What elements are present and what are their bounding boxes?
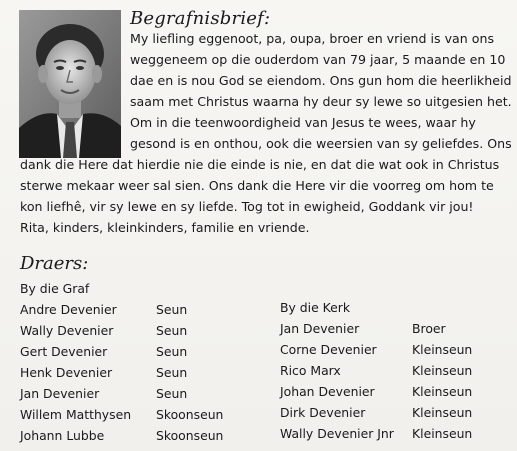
letter-line: gesond is en onthou, ook die weersien van sy geliefdes. Ons	[130, 136, 512, 151]
bearer-name: Willem Matthysen	[20, 407, 132, 422]
bearer-relation: Broer	[412, 321, 446, 336]
bearer-relation: Seun	[156, 365, 188, 380]
letter-line: sterwe mekaar weer sal sien. Ons dank die Here vir die voorreg om hom te	[20, 178, 494, 193]
bearer-relation: Kleinseun	[412, 426, 473, 441]
bearer-relation: Seun	[156, 344, 188, 359]
portrait-photo	[19, 10, 121, 158]
bearer-name: Gert Devenier	[20, 344, 108, 359]
bearer-name: Wally Devenier Jnr	[280, 426, 394, 441]
bearer-relation: Kleinseun	[412, 405, 473, 420]
letter-line: dae en is nou God se eiendom. Ons gun hom die heerlikheid	[130, 73, 512, 88]
letter-line: weggeneem op die ouderdom van 79 jaar, 5 maande en 10	[130, 52, 506, 67]
bearer-name: Henk Devenier	[20, 365, 113, 380]
bearers-title: Draers:	[20, 253, 89, 274]
bearer-name: Jan Devenier	[20, 386, 100, 401]
bearer-relation: Kleinseun	[412, 363, 473, 378]
letter-signature: Rita, kinders, kleinkinders, familie en vriende.	[20, 220, 310, 235]
bearer-name: Johan Devenier	[280, 384, 375, 399]
bearer-name: Corne Devenier	[280, 342, 377, 357]
group-label-church: By die Kerk	[280, 300, 351, 315]
bearer-name: Rico Marx	[280, 363, 341, 378]
bearer-relation: Kleinseun	[412, 342, 473, 357]
bearer-name: Johann Lubbe	[20, 428, 105, 443]
letter-line: kon liefhê, vir sy lewe en sy liefde. Tog tot in ewigheid, Goddank vir jou!	[20, 199, 474, 214]
bearer-relation: Seun	[156, 323, 188, 338]
letter-line: Om in die teenwoordigheid van Jesus te wees, waar hy	[130, 115, 476, 130]
group-label-grave: By die Graf	[20, 281, 90, 296]
letter-line: My liefling eggenoot, pa, oupa, broer en vriend is van ons	[130, 31, 495, 46]
bearer-relation: Skoonseun	[156, 428, 224, 443]
bearer-name: Dirk Devenier	[280, 405, 366, 420]
letter-heading: Begrafnisbrief:	[130, 8, 271, 29]
bearer-relation: Seun	[156, 302, 188, 317]
bearer-relation: Skoonseun	[156, 407, 224, 422]
bearer-name: Andre Devenier	[20, 302, 117, 317]
letter-line: saam met Christus waarna hy deur sy lewe so uitgesien het.	[130, 94, 512, 109]
bearer-relation: Kleinseun	[412, 384, 473, 399]
bearer-name: Jan Devenier	[280, 321, 360, 336]
bearer-name: Wally Devenier	[20, 323, 114, 338]
bearer-relation: Seun	[156, 386, 188, 401]
letter-line: dank die Here dat hierdie nie die einde is nie, en dat die wat ook in Christus	[20, 157, 500, 172]
